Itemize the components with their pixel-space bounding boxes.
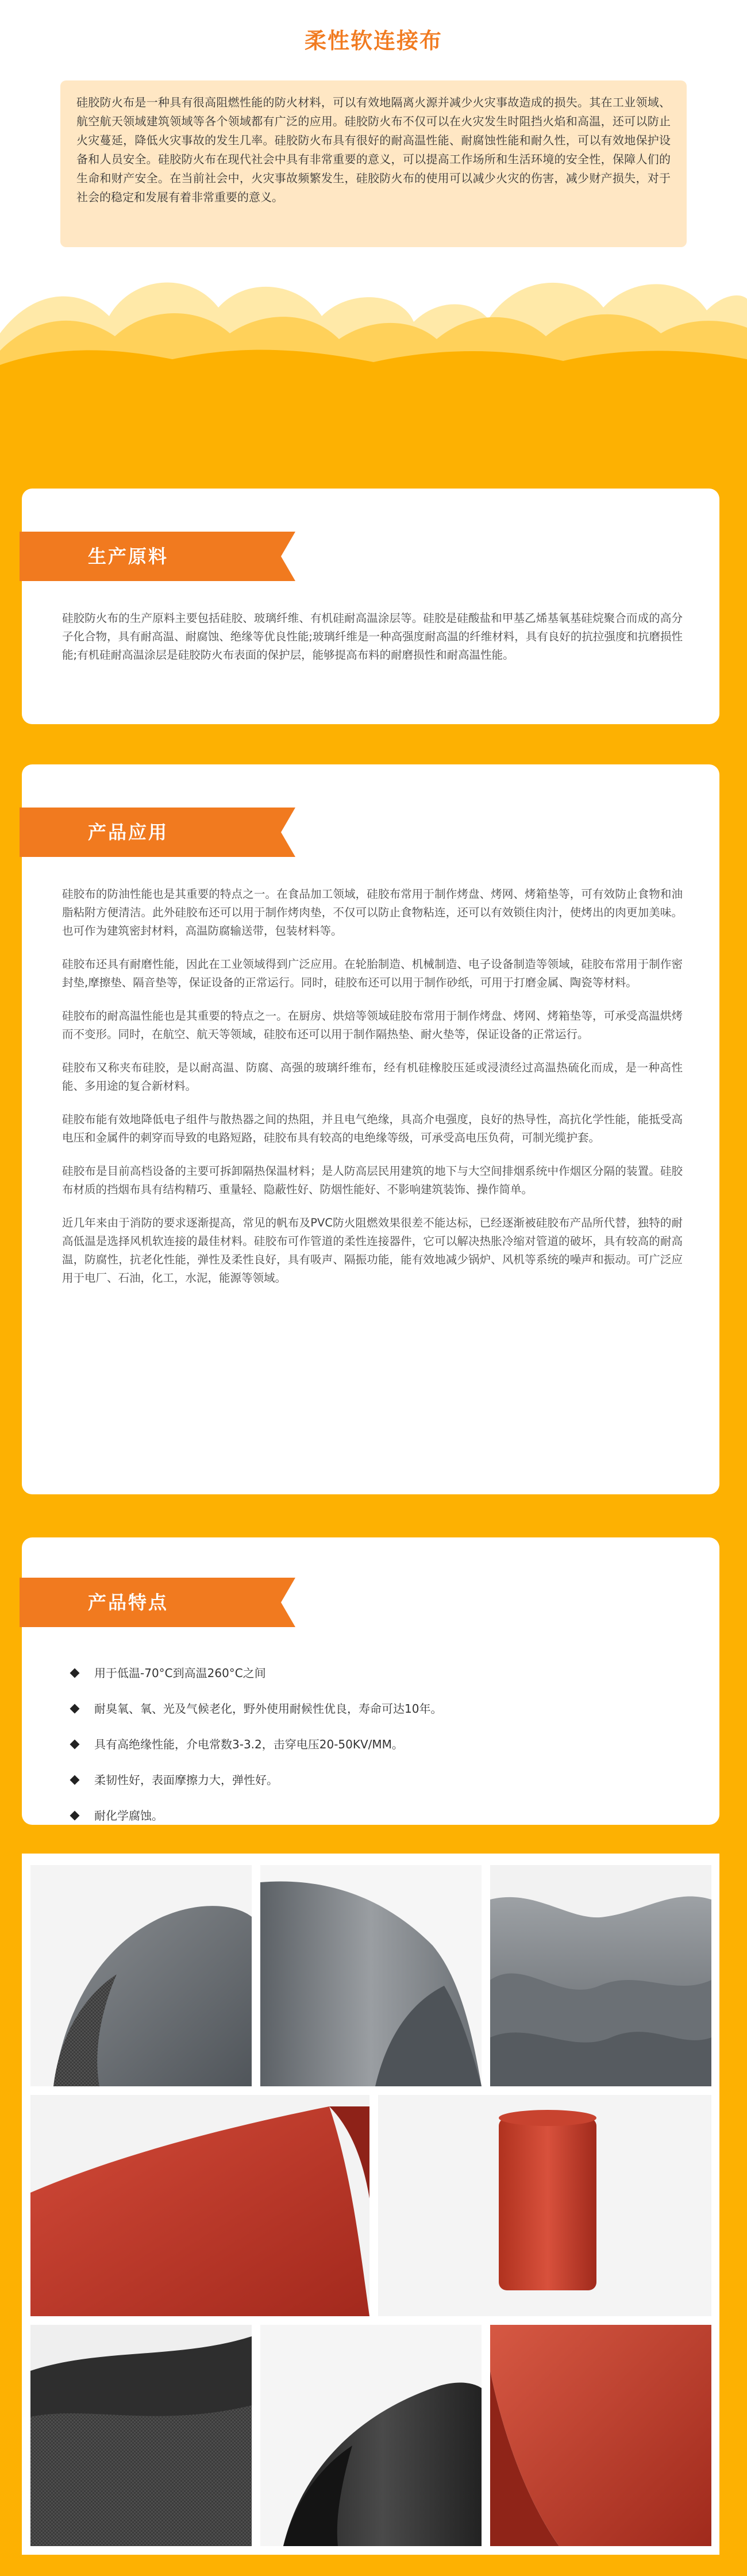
application-paragraph: 硅胶布还具有耐磨性能，因此在工业领域得到广泛应用。在轮胎制造、机械制造、电子设备制造等领域，硅胶布常用于制作密封垫,摩擦垫、隔音垫等，保证设备的正常运行。同时，硅胶布还可以用于制作砂纸，可用于打磨金属、陶瓷等材料。 [62,958,683,989]
application-paragraph: 硅胶布能有效地降低电子组件与散热器之间的热阻，并且电气绝缘，具高介电强度，良好的热导性，高抗化学性能，能抵受高电压和金属件的刺穿而导致的电路短路，硅胶布具有较高的电绝缘等级，可承受高电压负荷，可制光缆护套。 [62,1113,683,1144]
intro-box [60,80,687,247]
product-photo-gray-roll [30,1865,252,2086]
product-photo-black-fold [260,2325,482,2546]
application-paragraph: 硅胶布是目前高档设备的主要可拆卸隔热保温材料；是人防高层民用建筑的地下与大空间排烟系统中作烟区分隔的装置。硅胶布材质的挡烟布具有结构精巧、重量轻、隐蔽性好、防烟性能好、不影响建筑装饰、操作简单。 [62,1164,683,1196]
page-title: 柔性软连接布 [304,28,442,53]
features-card [22,1537,719,1825]
feature-item: 用于低温-70°C到高温260°C之间 [68,1655,442,1691]
product-photo-red-sheet [30,2095,369,2316]
hero-section [0,0,747,368]
feature-item: 耐化学腐蚀。 [68,1798,442,1833]
feature-item: 柔韧性好，表面摩擦力大，弹性好。 [68,1762,442,1798]
applications-body [62,885,683,1302]
product-photo-gray-fold [260,1865,482,2086]
intro-text: 硅胶防火布是一种具有很高阻燃性能的防火材料，可以有效地隔离火源并减少火灾事故造成的损失。其在工业领域、航空航天领域建筑领域等各个领域都有广泛的应用。硅胶防火布不仅可以在火灾发生时阻挡火焰和高温，还可以防止火灾蔓延，降低火灾事故的发生几率。硅胶防火布具有很好的耐高温性能、耐腐蚀性能和耐久性，可以有效地保护设备和人员安全。硅胶防火布在现代社会中具有非常重要的意义，可以提高工作场所和生活环境的安全性，保障人们的生命和财产安全。在当前社会中，火灾事故频繁发生，硅胶防火布的使用可以减少火灾的伤害，减少财产损失，对于社会的稳定和发展有着非常重要的意义。 [76,95,671,204]
application-paragraph: 硅胶布又称夹布硅胶，是以耐高温、防腐、高强的玻璃纤维布，经有机硅橡胶压延或浸渍经过高温热硫化而成，是一种高性能、多用途的复合新材料。 [62,1061,683,1093]
application-paragraph: 硅胶布的防油性能也是其重要的特点之一。在食品加工领域，硅胶布常用于制作烤盘、烤网、烤箱垫等，可有效防止食物和油脂粘附方便清洁。此外硅胶布还可以用于制作烤肉垫，不仅可以防止食物粘连，还可以有效锁住肉汁，使烤出的肉更加美味。也可作为建筑密封材料，高温防腐输送带，包装材料等。 [62,887,683,937]
raw-materials-heading: 生产原料 [88,545,169,567]
applications-card [22,764,719,1494]
feature-item: 耐臭氧、氧、光及气候老化，野外使用耐候性优良，寿命可达10年。 [68,1691,442,1727]
applications-heading: 产品应用 [88,821,169,843]
product-photo-black-sheet [30,2325,252,2546]
product-photo-red-roll [378,2095,711,2316]
cloud-decoration [0,253,747,368]
application-paragraph: 硅胶布的耐高温性能也是其重要的特点之一。在厨房、烘焙等领域硅胶布常用于制作烤盘、烤网、烤箱垫等，可承受高温烘烤而不变形。同时，在航空、航天等领域，硅胶布还可以用于制作隔热垫、耐火垫等，保证设备的正常运行。 [62,1009,683,1041]
application-paragraph: 近几年来由于消防的要求逐渐提高，常见的帆布及PVC防火阻燃效果很差不能达标，已经逐渐被硅胶布产品所代替，独特的耐高低温是选择风机软连接的最佳材料。硅胶布可作管道的柔性连接器件，它可以解决热胀冷缩对管道的破坏，具有较高的耐高温，防腐性，抗老化性能，弹性及柔性良好，具有吸声、隔振功能，能有效地减少锅炉、风机等系统的噪声和振动。可广泛应用于电厂、石油，化工，水泥，能源等领域。 [62,1216,683,1285]
product-photo-gray-waves [490,1865,711,2086]
features-list [68,1655,442,1833]
features-heading: 产品特点 [88,1591,169,1613]
raw-materials-card [22,489,719,724]
product-photo-red-fold [490,2325,711,2546]
feature-item: 具有高绝缘性能，介电常数3-3.2，击穿电压20-50KV/MM。 [68,1727,442,1762]
product-photo-gallery [22,1854,719,2555]
raw-materials-text: 硅胶防火布的生产原料主要包括硅胶、玻璃纤维、有机硅耐高温涂层等。硅胶是硅酸盐和甲基乙烯基氧基硅烷聚合而成的高分子化合物，具有耐高温、耐腐蚀、绝缘等优良性能;玻璃纤维是一种高强度耐高温的纤维材料，具有良好的抗拉强度和抗磨损性能;有机硅耐高温涂层是硅胶防火布表面的保护层，能够提高布料的耐磨损性和耐高温性能。 [62,612,683,662]
